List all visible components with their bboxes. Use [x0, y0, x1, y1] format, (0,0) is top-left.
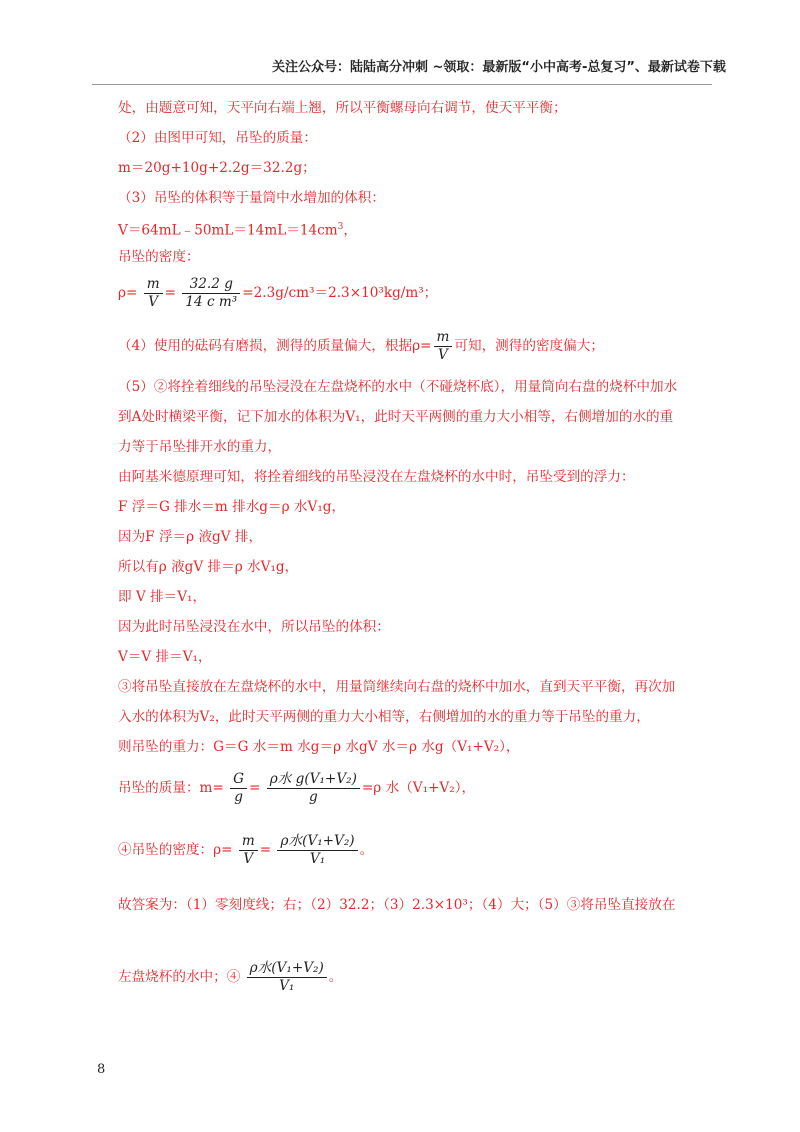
line-4: （3）吊坠的体积等于量筒中水增加的体积： — [118, 190, 385, 206]
answer-line: 故答案为：（1）零刻度线；右；（2）32.2；（3）2.3×10³；（4）大；（5）③将吊坠直接放在 — [118, 897, 676, 913]
line-21: 则吊坠的重力：G＝G 水＝m 水g＝ρ 水gV 水＝ρ 水g（V₁+V₂）， — [118, 739, 520, 755]
fraction-rho-sum-over-v1: $\frac{\text{ρ水(V₁+V₂)}}{\text{V₁}}$ — [277, 833, 357, 868]
fraction-rho-sum-over-v1: $\frac{\text{ρ水(V₁+V₂)}}{\text{V₁}}$ — [247, 960, 327, 995]
page-header: 关注公众号：陆陆高分冲刺 ~领取：最新版“小中高考-总复习”、最新试卷下载 — [272, 60, 726, 75]
fraction-G-over-g: $\frac{G}{g}$ — [230, 771, 247, 806]
line-2: （2）由图甲可知，吊坠的质量： — [118, 130, 317, 146]
line-9: （5）②将拴着细线的吊坠浸没在左盘烧杯的水中（不碰烧杯底），用量筒向右盘的烧杯中加水 — [118, 379, 678, 395]
line-1: 处，由题意可知，天平向右端上翘，所以平衡螺母向右调节，使天平平衡； — [118, 100, 567, 116]
answer-line-2: 左盘烧杯的水中；④ $\frac{\text{ρ水(V₁+V₂)}}{\text{V₁}}$ 。 — [118, 960, 343, 994]
line-3: m＝20g+10g+2.2g＝32.2g； — [118, 160, 316, 176]
fraction-m-over-v: $\frac{m}{V}$ — [434, 329, 453, 364]
line-18: V＝V 排＝V₁， — [118, 649, 212, 665]
fraction-m-over-v: $\frac{m}{V}$ — [239, 833, 258, 868]
line-10: 到A处时横梁平衡，记下加水的体积为V₁，此时天平两侧的重力大小相等，右侧增加的水的重 — [118, 409, 674, 425]
fraction-m-over-v: $\frac{m}{V}$ — [144, 276, 163, 311]
page-number: 8 — [97, 1062, 106, 1077]
line-19: ③将吊坠直接放在左盘烧杯的水中，用量筒继续向右盘的烧杯中加水，直到天平平衡，再次加 — [118, 679, 676, 695]
density-formula-3: ρ= $\frac{m}{V}$ = $\frac{32.2 g}{\text{14 c m³}}$ =2.3g/cm³＝2.3×10³kg/m³； — [118, 276, 438, 310]
density-formula-5: ④吊坠的密度：ρ= $\frac{m}{V}$ = $\frac{\text{ρ水(V₁+V₂)}}{\text{V₁}}$ 。 — [118, 833, 374, 867]
line-15: 所以有ρ 液gV 排＝ρ 水V₁g， — [118, 559, 299, 575]
line-13: F 浮＝G 排水＝m 排水g＝ρ 水V₁g， — [118, 499, 346, 515]
line-17: 因为此时吊坠浸没在水中，所以吊坠的体积： — [118, 619, 390, 635]
line-16: 即 V 排＝V₁， — [118, 589, 207, 605]
line-11: 力等于吊坠排开水的重力， — [118, 439, 282, 455]
line-8: （4）使用的砝码有磨损，测得的质量偏大，根据ρ= $\frac{m}{V}$ 可知，测得的密度偏大； — [118, 329, 604, 363]
line-5: $V=64mL﹣50mL=14mL=14cm^3$， — [118, 222, 357, 239]
line-6: 吊坠的密度： — [118, 249, 200, 265]
line-14: 因为F 浮＝ρ 液gV 排， — [118, 529, 263, 545]
line-20: 入水的体积为V₂，此时天平两侧的重力大小相等，右侧增加的水的重力等于吊坠的重力， — [118, 709, 650, 725]
fraction-mass-over-volume: $\frac{32.2 g}{\text{14 c m³}}$ — [182, 276, 240, 311]
fraction-rho-g-sum-over-g: $\frac{\text{ρ水 g(V₁+V₂)}}{g}$ — [267, 771, 360, 806]
header-divider — [92, 84, 712, 85]
line-12: 由阿基米德原理可知，将拴着细线的吊坠浸没在左盘烧杯的水中时，吊坠受到的浮力： — [118, 469, 635, 485]
mass-formula: 吊坠的质量：m= $\frac{G}{g}$ = $\frac{\text{ρ水 g(V₁+V₂)}}{g}$ =ρ 水（V₁+V₂）， — [118, 771, 476, 805]
